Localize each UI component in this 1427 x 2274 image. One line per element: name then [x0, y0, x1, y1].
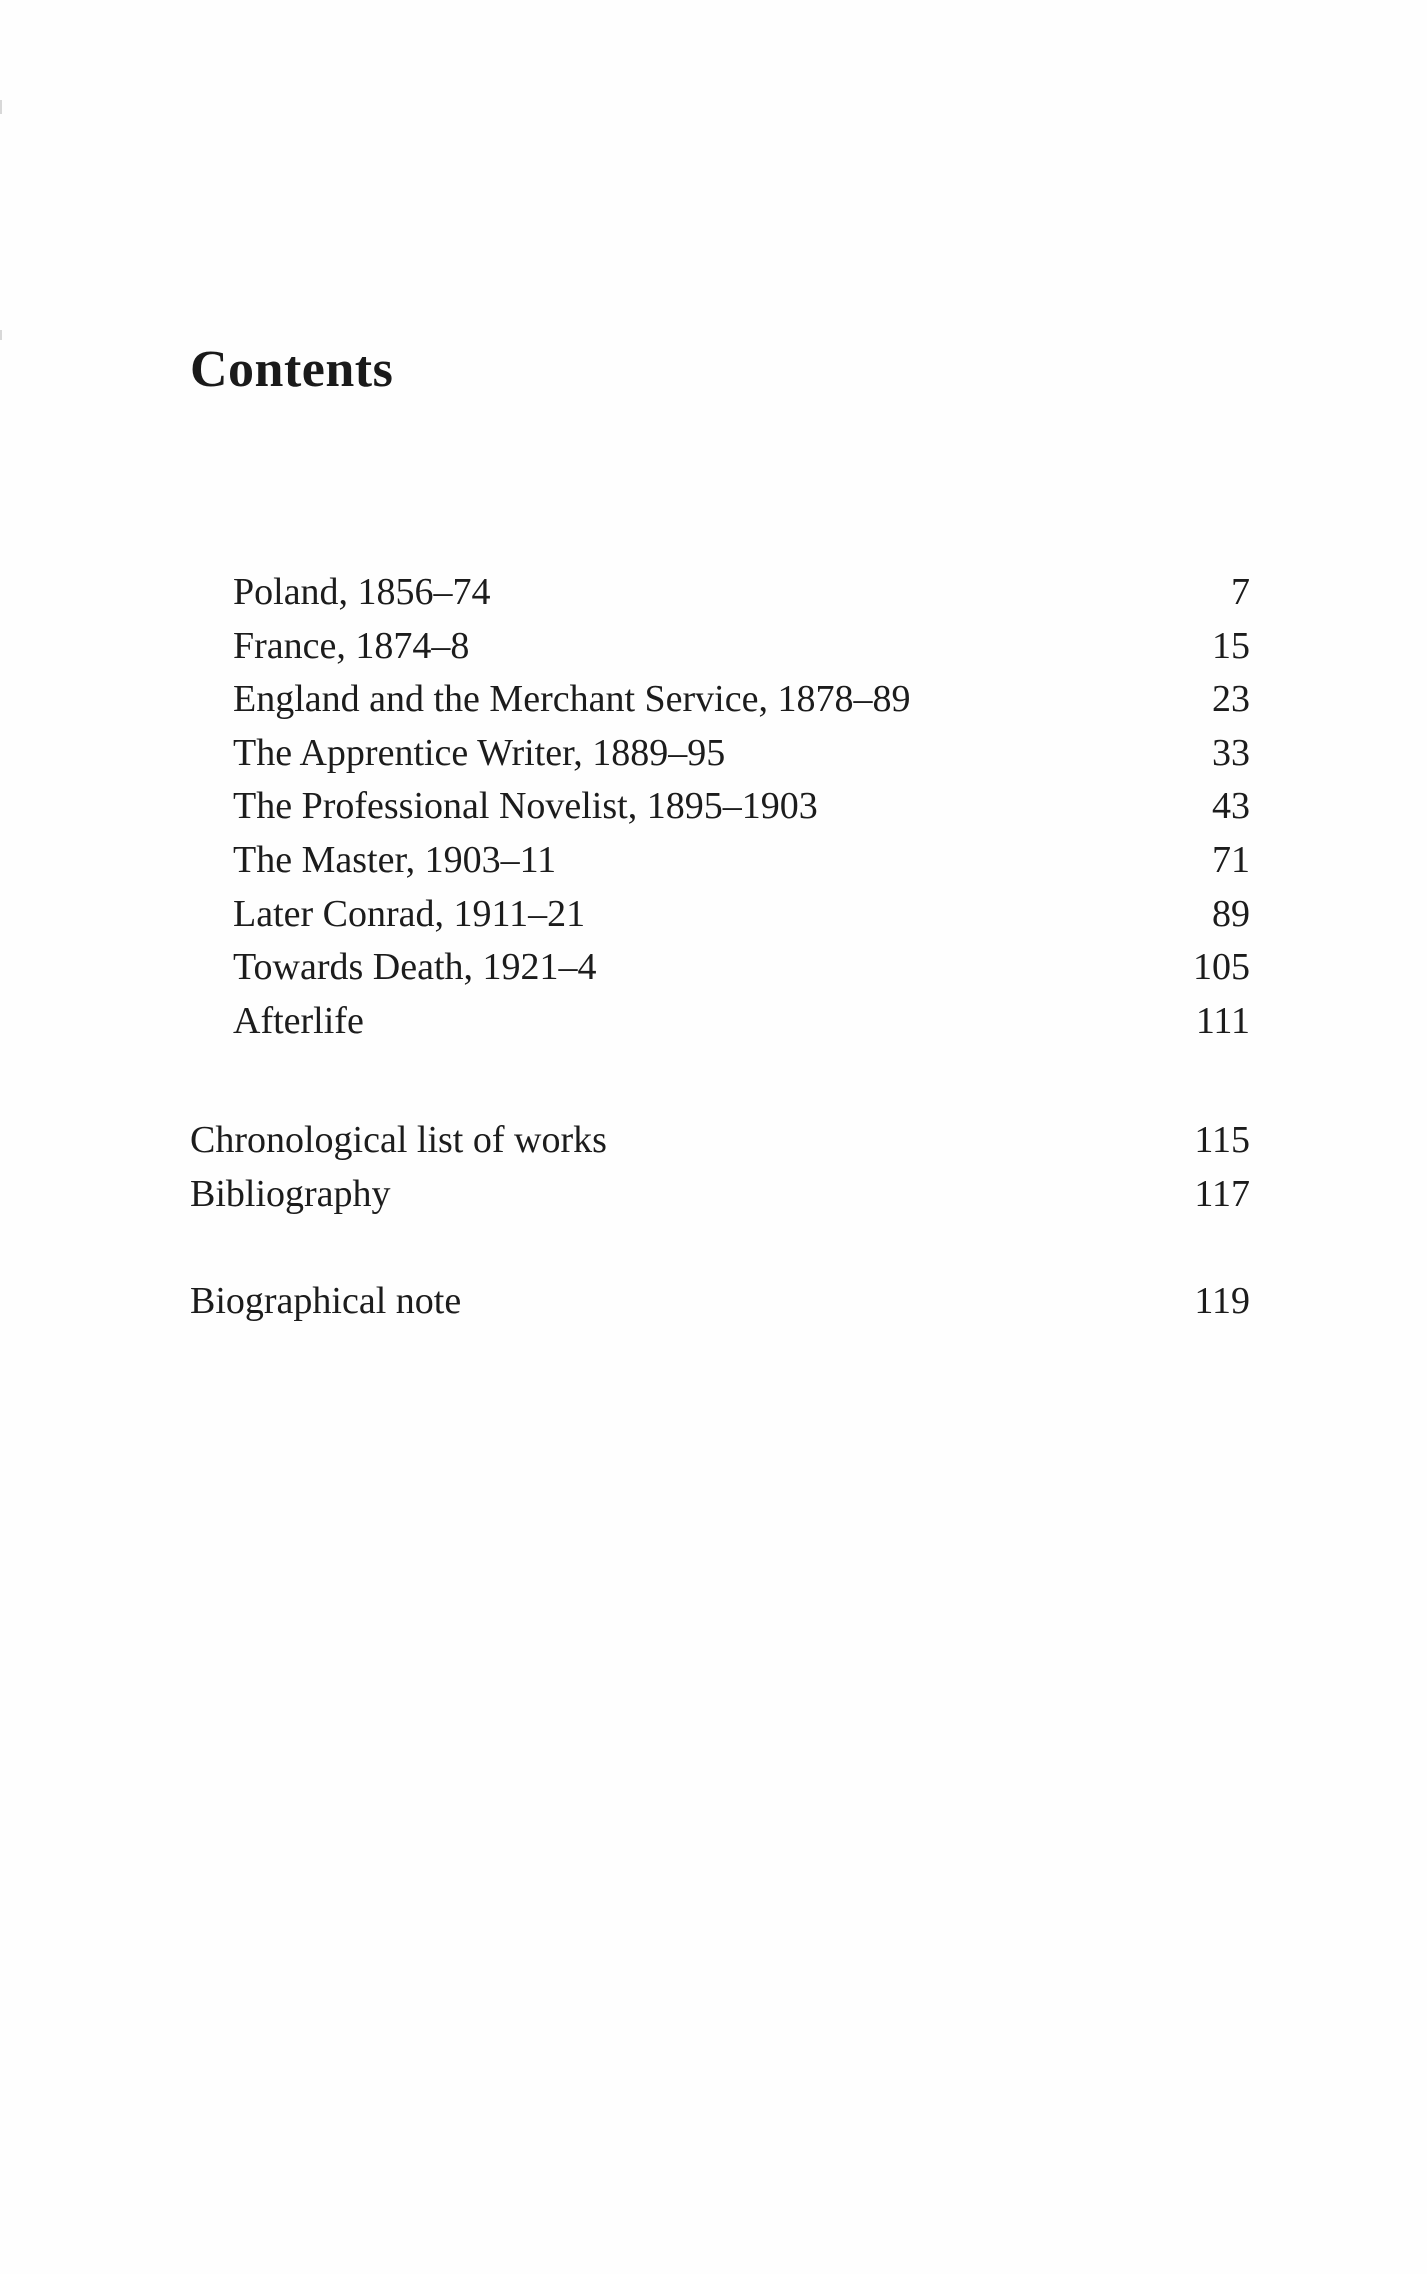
toc-entry[interactable] — [190, 1114, 1250, 1168]
entry-title: Biographical note — [190, 1280, 462, 1322]
entry-page-number: 89 — [1212, 892, 1250, 935]
entry-title: The Apprentice Writer, 1889–95 — [233, 731, 726, 774]
toc-entry[interactable] — [190, 620, 1250, 674]
entry-title: Afterlife — [233, 999, 364, 1042]
entry-page-number: 117 — [1194, 1172, 1250, 1215]
entry-page-number: 15 — [1212, 624, 1250, 667]
scan-edge-mark — [0, 330, 2, 340]
entry-title: Poland, 1856–74 — [233, 571, 491, 613]
entry-title: The Professional Novelist, 1895–1903 — [233, 785, 818, 828]
toc-entry[interactable] — [190, 941, 1250, 995]
toc-entry[interactable] — [190, 888, 1250, 942]
entry-page-number: 105 — [1193, 946, 1250, 989]
entry-title: Bibliography — [190, 1172, 391, 1215]
entry-title: The Master, 1903–11 — [233, 838, 557, 881]
entry-page-number: 111 — [1195, 999, 1250, 1042]
chapter-list — [190, 566, 1250, 1048]
entry-page-number: 23 — [1212, 678, 1250, 721]
entry-title: Later Conrad, 1911–21 — [233, 892, 586, 935]
toc-entry[interactable] — [190, 780, 1250, 834]
entry-title: England and the Merchant Service, 1878–89 — [233, 678, 911, 721]
entry-page-number: 119 — [1194, 1280, 1250, 1322]
contents-heading: Contents — [190, 341, 394, 398]
toc-entry[interactable] — [190, 727, 1250, 781]
scan-edge-mark — [0, 100, 2, 114]
toc-entry[interactable] — [190, 1275, 1250, 1329]
entry-page-number: 33 — [1212, 731, 1250, 774]
entry-title: France, 1874–8 — [233, 624, 470, 667]
entry-title: Towards Death, 1921–4 — [233, 946, 597, 989]
entry-page-number: 115 — [1194, 1119, 1250, 1161]
back-matter-list — [190, 1114, 1250, 1221]
entry-page-number: 7 — [1231, 571, 1250, 613]
toc-entry[interactable] — [190, 995, 1250, 1049]
toc-entry[interactable] — [190, 1168, 1250, 1222]
toc-entry[interactable] — [190, 566, 1250, 620]
entry-page-number: 71 — [1212, 838, 1250, 881]
entry-title: Chronological list of works — [190, 1119, 607, 1161]
toc-entry[interactable] — [190, 673, 1250, 727]
entry-page-number: 43 — [1212, 785, 1250, 828]
note-list — [190, 1275, 1250, 1329]
toc-entry[interactable] — [190, 834, 1250, 888]
